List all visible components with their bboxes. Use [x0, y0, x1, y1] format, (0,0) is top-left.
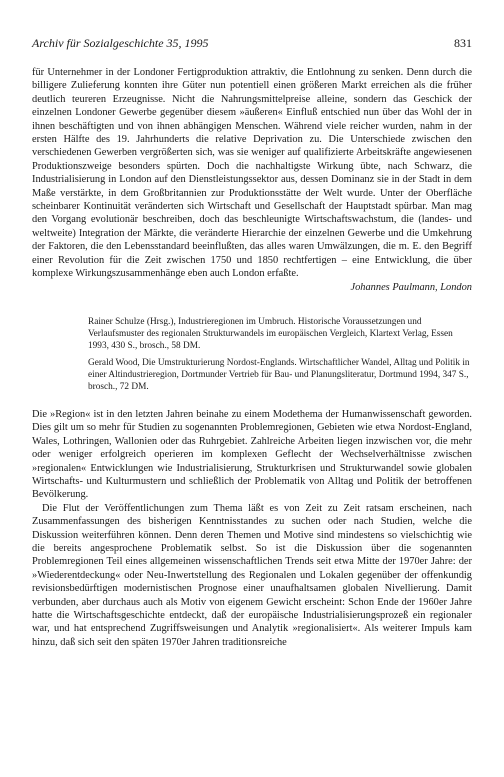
review-end-paragraph: für Unternehmer in der Londoner Fertigproduktion attraktiv, die Entlohnung zu senken. Denn durch die billigere Zulieferung konnten ihre Güter nun potentiell einen größeren Markt erreichen als die früher deutlich teureren Erzeugnisse. Nicht die Nahrungsmittelpreise alleine, sondern das Geschick der einzelnen Londoner Gewerbe gegenüber diesem »äußeren« Einfluß entschied nun über das Wohl der in ihnen beschäftigten und von ihnen abhängigen Menschen. Während viele reicher wurden, nahm in der ersten Hälfte des 19. Jahrhunderts die relative Deprivation zu. Die Unterschiede zwischen den verschiedenen Gewerben vergrößerten sich, was sie weniger auf qualifizierte Arbeitskräfte angewiesenen Produktionszweige besonders spürten. Doch die nachhaltigste Wirkung übte, nach Schwarz, die Industrialisierung in London auf den Dienstleistungssektor aus, dessen Dominanz sie in der Stadt in dem Maße verstärkte, in dem Großbritannien zur Produktionsstätte der Welt wurde. Unter der Oberfläche scheinbarer Kontinuität veränderten sich Wirtschaft und Gesellschaft der Hauptstadt spürbar. Man mag den Vorgang evolutionär beschreiben, doch das beschleunigte Wirtschaftswachstum, die (landes- und weltweite) Integration der Märkte, die veränderte Hierarchie der einzelnen Gewerbe und die Umkehrung der Faktoren, die den Lebensstandard beeinflußten, das alles waren Umwälzungen, die m. E. den Begriff einer Revolution für die Zeit zwischen 1750 und 1850 rechtfertigen – eine Entwicklung, die über komplexe Wirkungszusammenhänge eben auch London erfaßte.: [32, 67, 472, 280]
book-references: [32, 316, 472, 393]
review-paragraph: Die »Region« ist in den letzten Jahren beinahe zu einem Modethema der Humanwissenschaft geworden. Dies gilt um so mehr für Studien zu sogenannten Problemregionen, Gebieten wie etwa Nordost-England, Wales, Lothringen, Wallonien oder das Ruhrgebiet. Zahlreiche Arbeiten liegen inzwischen vor, die mehr oder weniger erfolgreich operieren im komplexen Geflecht der Wechselverhältnisse zwischen »regionalen« Entwicklungen wie Industrialisierung, Strukturkrisen und Strukturwandel sowie globalen Wirtschafts- und Kulturmustern und schließlich der Problematik von Alltag und Politik der betroffenen Bevölkerung.: [32, 408, 472, 501]
review-paragraph: Die Flut der Veröffentlichungen zum Thema läßt es von Zeit zu Zeit ratsam erscheinen, nach Zusammenfassungen des bisherigen Kenntnisstandes zu suchen oder nach Studien, welche die Diskussion weiterführen können. Denn deren Themen und Motive sind mindestens so vielschichtig wie die bereits angesprochene Problematik selbst. So ist die Diskussion über die sogenannten Problemregionen Teil eines allgemeinen wissenschaftlichen Trends seit etwa Mitte der 1970er Jahre: der »Wiederentdeckung« oder Neu-Inwertstellung des Regionalen und Lokalen gegenüber der offenkundig revisionsbedürftigen modernistischen Prognose einer unaufhaltsamen globalen Nivellierung. Damit verbunden, aber durchaus auch als Motiv von eigenem Gewicht erscheint: Schon Ende der 1960er Jahre hatte die Wirtschaftsgeschichte entdeckt, daß der europäische Industrialisierungsprozeß ein regionaler war, und hat entsprechend Zugriffsweisungen und Analytik »regionalisiert«. Als weiterer Impuls kam hinzu, daß sich seit den späten 1970er Jahren traditionsreiche: [32, 502, 472, 648]
page-number: 831: [454, 36, 472, 50]
book-reference: Rainer Schulze (Hrsg.), Industrieregionen im Umbruch. Historische Voraussetzungen und Verlaufsmuster des regionalen Strukturwandels im europäischen Vergleich, Klartext Verlag, Essen 1993, 430 S., brosch., 58 DM.: [88, 316, 453, 351]
book-reference: Gerald Wood, Die Umstrukturierung Nordost-Englands. Wirtschaftlicher Wandel, Alltag und Politik in einer Altindustrieregion, Dortmunder Vertrieb für Bau- und Planungsliteratur, Dortmund 1994, 347 S., brosch., 72 DM.: [88, 357, 470, 392]
review-start-section: [32, 408, 472, 649]
running-header: [32, 36, 472, 56]
journal-title: Archiv für Sozialgeschichte 35, 1995: [32, 36, 209, 50]
reviewer-signature: Johannes Paulmann, London: [350, 281, 472, 293]
review-end-section: [32, 66, 472, 294]
